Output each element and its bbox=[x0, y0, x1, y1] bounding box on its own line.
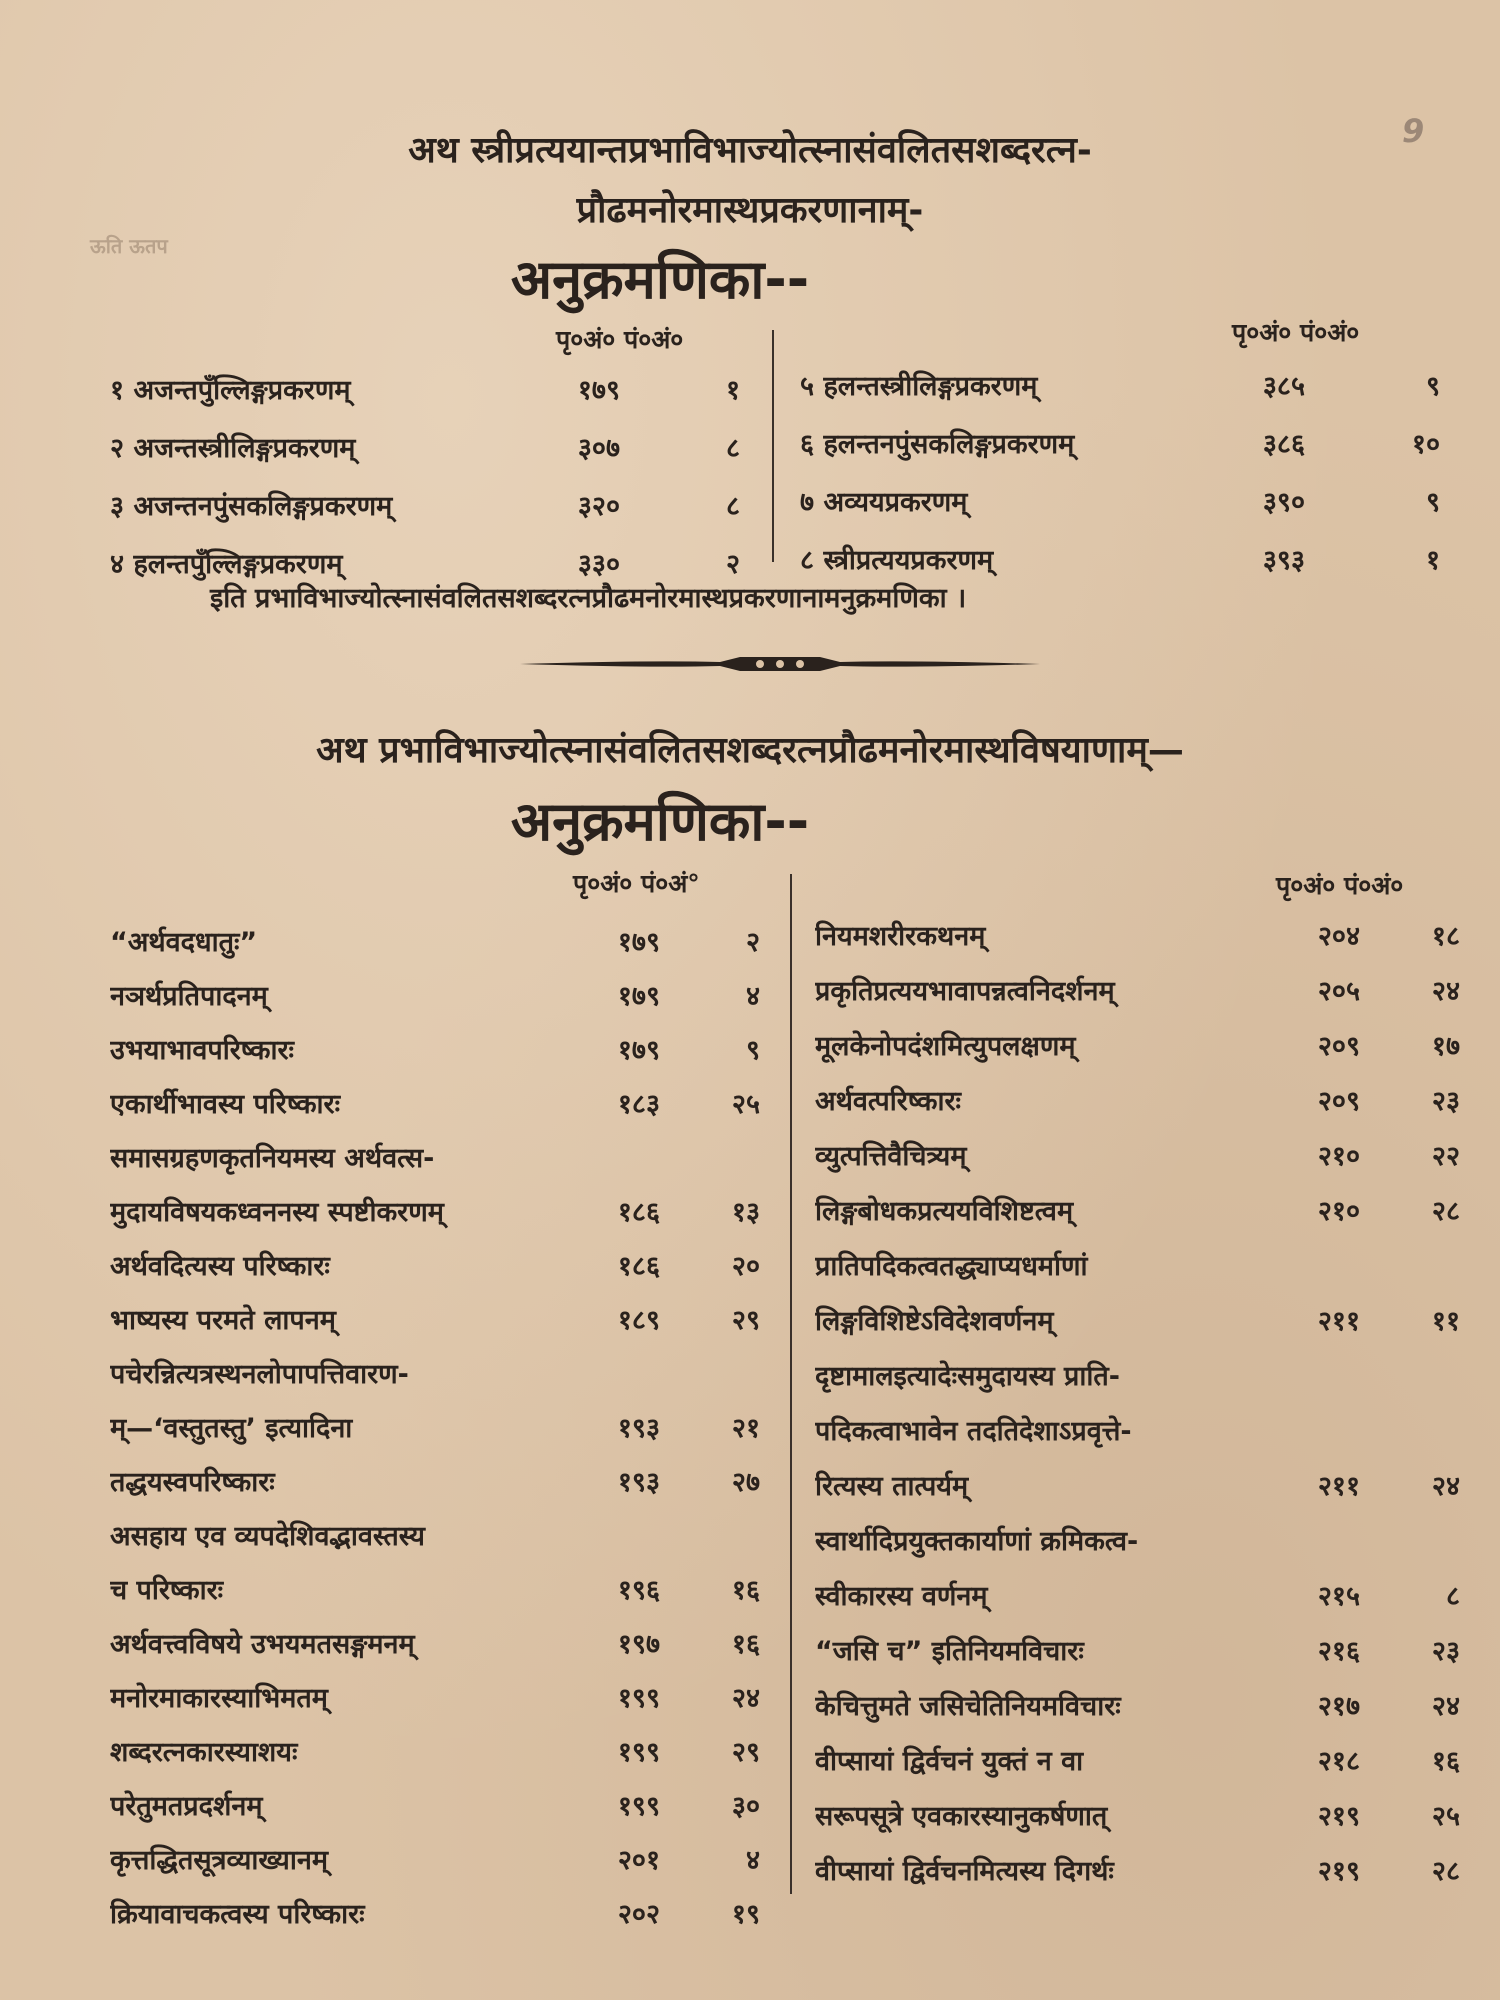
index-entry-line: ८ bbox=[725, 433, 740, 464]
index-entry-label: अर्थवत्परिष्कारः bbox=[815, 1086, 961, 1117]
index-entry-label: केचित्तुमते जसिचेतिनियमविचारः bbox=[815, 1691, 1121, 1722]
index-entry-line: २ bbox=[725, 549, 740, 580]
index-entry-line: २४ bbox=[731, 1683, 760, 1714]
index-entry-label: वीप्सायां द्विर्वचनमित्यस्य दिगर्थः bbox=[815, 1856, 1114, 1887]
index-entry-page: २१६ bbox=[1317, 1636, 1360, 1667]
index-entry-label: पचेरन्नित्यत्रस्थनलोपापत्तिवारण- bbox=[110, 1359, 409, 1390]
index-entry-page: २०५ bbox=[1317, 976, 1360, 1007]
index-entry-page: २११ bbox=[1317, 1471, 1360, 1502]
index-entry-label: असहाय एव व्यपदेशिवद्भावस्तस्य bbox=[110, 1521, 425, 1552]
index-entry-line: २३ bbox=[1431, 1636, 1460, 1667]
index-entry-line: १३ bbox=[731, 1197, 760, 1228]
index-entry-label: नियमशरीरकथनम् bbox=[815, 921, 986, 952]
index-entry-label: मुदायविषयकध्वननस्य स्पष्टीकरणम् bbox=[110, 1197, 444, 1228]
index-entry-label: ५ हलन्तस्त्रीलिङ्गप्रकरणम् bbox=[800, 371, 1038, 402]
index-entry-label: प्रातिपदिकत्वतद्ध्याप्यधर्माणां bbox=[815, 1251, 1088, 1282]
index-entry-line: २ bbox=[745, 927, 760, 958]
index-entry-line: ८ bbox=[725, 491, 740, 522]
part2-col-header-left: पृ०अं० पं०अं° bbox=[573, 869, 700, 898]
index-entry-line: १६ bbox=[1431, 1746, 1460, 1777]
index-entry-line: २८ bbox=[1431, 1856, 1460, 1887]
index-entry-page: २०४ bbox=[1317, 921, 1360, 952]
part2-title-line1: अथ प्रभाविभाज्योत्स्नासंवलितसशब्दरत्नप्रौढमनोरमास्थविषयाणाम्— bbox=[316, 730, 1184, 771]
index-entry-page: १८६ bbox=[617, 1197, 660, 1228]
index-entry-label: कृत्तद्धितसूत्रव्याख्यानम् bbox=[110, 1845, 328, 1876]
index-entry-label: लिङ्गविशिष्टेऽविदेशवर्णनम् bbox=[815, 1306, 1054, 1337]
index-entry-label: अर्थवदित्यस्य परिष्कारः bbox=[110, 1251, 330, 1282]
index-entry-label: “जसि च” इतिनियमविचारः bbox=[815, 1636, 1084, 1667]
index-entry-page: १९९ bbox=[617, 1791, 660, 1822]
index-entry-line: २२ bbox=[1431, 1141, 1460, 1172]
index-entry-line: ८ bbox=[1445, 1581, 1460, 1612]
index-entry-page: १९९ bbox=[617, 1737, 660, 1768]
index-entry-page: १९६ bbox=[617, 1575, 660, 1606]
index-entry-page: १९३ bbox=[617, 1413, 660, 1444]
part1-end-note: इति प्रभाविभाज्योत्स्नासंवलितसशब्दरत्नप्रौढमनोरमास्थप्रकरणानामनुक्रमणिका । bbox=[210, 583, 967, 614]
index-entry-label: रित्यस्य तात्पर्यम् bbox=[815, 1471, 969, 1502]
part1-col-header-right: पृ०अं० पं०अं० bbox=[1232, 318, 1360, 347]
index-entry-label: पदिकत्वाभावेन तदतिदेशाऽप्रवृत्ते- bbox=[815, 1416, 1132, 1447]
part1-col-header-left: पृ०अं० पं०अं० bbox=[556, 325, 684, 354]
index-entry-page: १९९ bbox=[617, 1683, 660, 1714]
index-entry-line: ११ bbox=[1431, 1306, 1460, 1337]
index-entry-page: २०९ bbox=[1317, 1031, 1360, 1062]
part1-heading: अनुक्रमणिका-- bbox=[510, 248, 810, 311]
index-entry-label: व्युत्पत्तिवैचित्र्यम् bbox=[815, 1141, 967, 1172]
index-entry-label: वीप्सायां द्विर्वचनं युक्तं न वा bbox=[815, 1746, 1084, 1777]
index-entry-line: ९ bbox=[745, 1035, 760, 1066]
index-entry-line: २१ bbox=[731, 1413, 760, 1444]
index-entry-page: १९३ bbox=[617, 1467, 660, 1498]
index-entry-page: २११ bbox=[1317, 1306, 1360, 1337]
index-entry-page: १८९ bbox=[617, 1305, 660, 1336]
index-entry-label: मूलकेनोपदंशमित्युपलक्षणम् bbox=[815, 1031, 1076, 1062]
index-entry-line: २९ bbox=[731, 1737, 760, 1768]
index-entry-line: २० bbox=[731, 1251, 760, 1282]
index-entry-page: २०१ bbox=[617, 1845, 660, 1876]
faded-stamp: ऊति ऊतप bbox=[90, 234, 168, 258]
index-entry-page: २१९ bbox=[1317, 1856, 1360, 1887]
index-entry-line: १ bbox=[1425, 545, 1440, 576]
index-entry-line: १० bbox=[1411, 429, 1440, 460]
index-entry-page: २१८ bbox=[1317, 1746, 1360, 1777]
index-entry-line: ४ bbox=[745, 1845, 760, 1876]
index-entry-label: उभयाभावपरिष्कारः bbox=[110, 1035, 295, 1066]
part2-col-header-right: पृ०अं० पं०अं० bbox=[1276, 871, 1404, 900]
index-entry-label: ६ हलन्तनपुंसकलिङ्गप्रकरणम् bbox=[800, 429, 1075, 460]
index-entry-line: १८ bbox=[1431, 921, 1460, 952]
index-entry-line: २७ bbox=[731, 1467, 760, 1498]
index-entry-page: १७९ bbox=[617, 927, 660, 958]
index-entry-label: २ अजन्तस्त्रीलिङ्गप्रकरणम् bbox=[110, 433, 356, 464]
index-entry-line: ४ bbox=[745, 981, 760, 1012]
part1-column-divider bbox=[772, 330, 774, 562]
index-entry-page: १८६ bbox=[617, 1251, 660, 1282]
index-entry-page: २१० bbox=[1317, 1196, 1360, 1227]
index-entry-page: ३३० bbox=[577, 549, 620, 580]
index-entry-label: समासग्रहणकृतनियमस्य अर्थवत्स- bbox=[110, 1143, 435, 1174]
part1-title-line2: प्रौढमनोरमास्थप्रकरणानाम्- bbox=[576, 190, 924, 231]
index-entry-label: शब्दरत्नकारस्याशयः bbox=[110, 1737, 298, 1768]
index-entry-line: २५ bbox=[1431, 1801, 1460, 1832]
index-entry-label: प्रकृतिप्रत्ययभावापन्नत्वनिदर्शनम् bbox=[815, 976, 1115, 1007]
index-entry-line: २९ bbox=[731, 1305, 760, 1336]
index-entry-label: नञर्थप्रतिपादनम् bbox=[110, 981, 268, 1012]
index-entry-page: ३९३ bbox=[1262, 545, 1305, 576]
index-entry-label: अर्थवत्त्वविषये उभयमतसङ्गमनम् bbox=[110, 1629, 415, 1660]
index-entry-label: म्—‘वस्तुतस्तु’ इत्यादिना bbox=[110, 1413, 353, 1444]
index-entry-label: लिङ्गबोधकप्रत्ययविशिष्टत्वम् bbox=[815, 1196, 1074, 1227]
page-corner-mark: 9 bbox=[1402, 112, 1425, 150]
part2-column-divider bbox=[790, 874, 792, 1894]
index-entry-line: १७ bbox=[1431, 1031, 1460, 1062]
index-entry-label: स्वार्थादिप्रयुक्तकार्याणां क्रमिकत्व- bbox=[815, 1526, 1139, 1557]
index-entry-label: ७ अव्ययप्रकरणम् bbox=[800, 487, 968, 518]
index-entry-line: १ bbox=[725, 375, 740, 406]
index-entry-page: २०२ bbox=[617, 1899, 660, 1930]
index-entry-label: “अर्थवदधातुः” bbox=[110, 927, 258, 958]
index-entry-page: ३२० bbox=[577, 491, 620, 522]
index-entry-page: ३०७ bbox=[577, 433, 620, 464]
index-entry-page: ३८५ bbox=[1262, 371, 1305, 402]
index-entry-line: २४ bbox=[1431, 1691, 1460, 1722]
index-entry-label: क्रियावाचकत्वस्य परिष्कारः bbox=[110, 1899, 365, 1930]
index-entry-line: १६ bbox=[731, 1629, 760, 1660]
index-entry-label: एकार्थीभावस्य परिष्कारः bbox=[110, 1089, 341, 1120]
index-entry-page: २१५ bbox=[1317, 1581, 1360, 1612]
index-entry-label: तद्धयस्वपरिष्कारः bbox=[110, 1467, 275, 1498]
index-entry-page: १८३ bbox=[617, 1089, 660, 1120]
index-entry-line: ३० bbox=[731, 1791, 760, 1822]
index-entry-page: १७९ bbox=[577, 375, 620, 406]
index-entry-page: १९७ bbox=[617, 1629, 660, 1660]
index-entry-label: परेतुमतप्रदर्शनम् bbox=[110, 1791, 263, 1822]
ornamental-divider bbox=[520, 652, 1040, 676]
index-entry-line: २८ bbox=[1431, 1196, 1460, 1227]
index-entry-line: २४ bbox=[1431, 976, 1460, 1007]
part2-heading: अनुक्रमणिका-- bbox=[510, 790, 810, 853]
index-entry-line: १६ bbox=[731, 1575, 760, 1606]
index-entry-label: स्वीकारस्य वर्णनम् bbox=[815, 1581, 988, 1612]
index-entry-line: २३ bbox=[1431, 1086, 1460, 1117]
index-entry-line: ९ bbox=[1425, 487, 1440, 518]
index-entry-page: २१७ bbox=[1317, 1691, 1360, 1722]
index-entry-label: मनोरमाकारस्याभिमतम् bbox=[110, 1683, 328, 1714]
index-entry-page: ३८६ bbox=[1262, 429, 1305, 460]
index-entry-line: ९ bbox=[1425, 371, 1440, 402]
index-entry-line: १९ bbox=[731, 1899, 760, 1930]
index-entry-page: २१९ bbox=[1317, 1801, 1360, 1832]
index-entry-line: २४ bbox=[1431, 1471, 1460, 1502]
index-entry-label: ८ स्त्रीप्रत्ययप्रकरणम् bbox=[800, 545, 994, 576]
index-entry-page: १७९ bbox=[617, 981, 660, 1012]
index-entry-page: २१० bbox=[1317, 1141, 1360, 1172]
index-entry-page: ३९० bbox=[1262, 487, 1305, 518]
index-entry-label: ४ हलन्तपुँल्लिङ्गप्रकरणम् bbox=[110, 549, 343, 580]
index-entry-label: १ अजन्तपुँल्लिङ्गप्रकरणम् bbox=[110, 375, 351, 406]
index-entry-label: दृष्टामालइत्यादेःसमुदायस्य प्राति- bbox=[815, 1361, 1120, 1392]
index-entry-page: २०९ bbox=[1317, 1086, 1360, 1117]
index-entry-label: च परिष्कारः bbox=[110, 1575, 224, 1606]
index-entry-label: भाष्यस्य परमते लापनम् bbox=[110, 1305, 336, 1336]
index-entry-label: ३ अजन्तनपुंसकलिङ्गप्रकरणम् bbox=[110, 491, 393, 522]
index-entry-label: सरूपसूत्रे एवकारस्यानुकर्षणात् bbox=[815, 1801, 1108, 1832]
index-entry-line: २५ bbox=[731, 1089, 760, 1120]
index-entry-page: १७९ bbox=[617, 1035, 660, 1066]
part1-title-line1: अथ स्त्रीप्रत्ययान्तप्रभाविभाज्योत्स्नासंवलितसशब्दरत्न- bbox=[408, 130, 1092, 171]
